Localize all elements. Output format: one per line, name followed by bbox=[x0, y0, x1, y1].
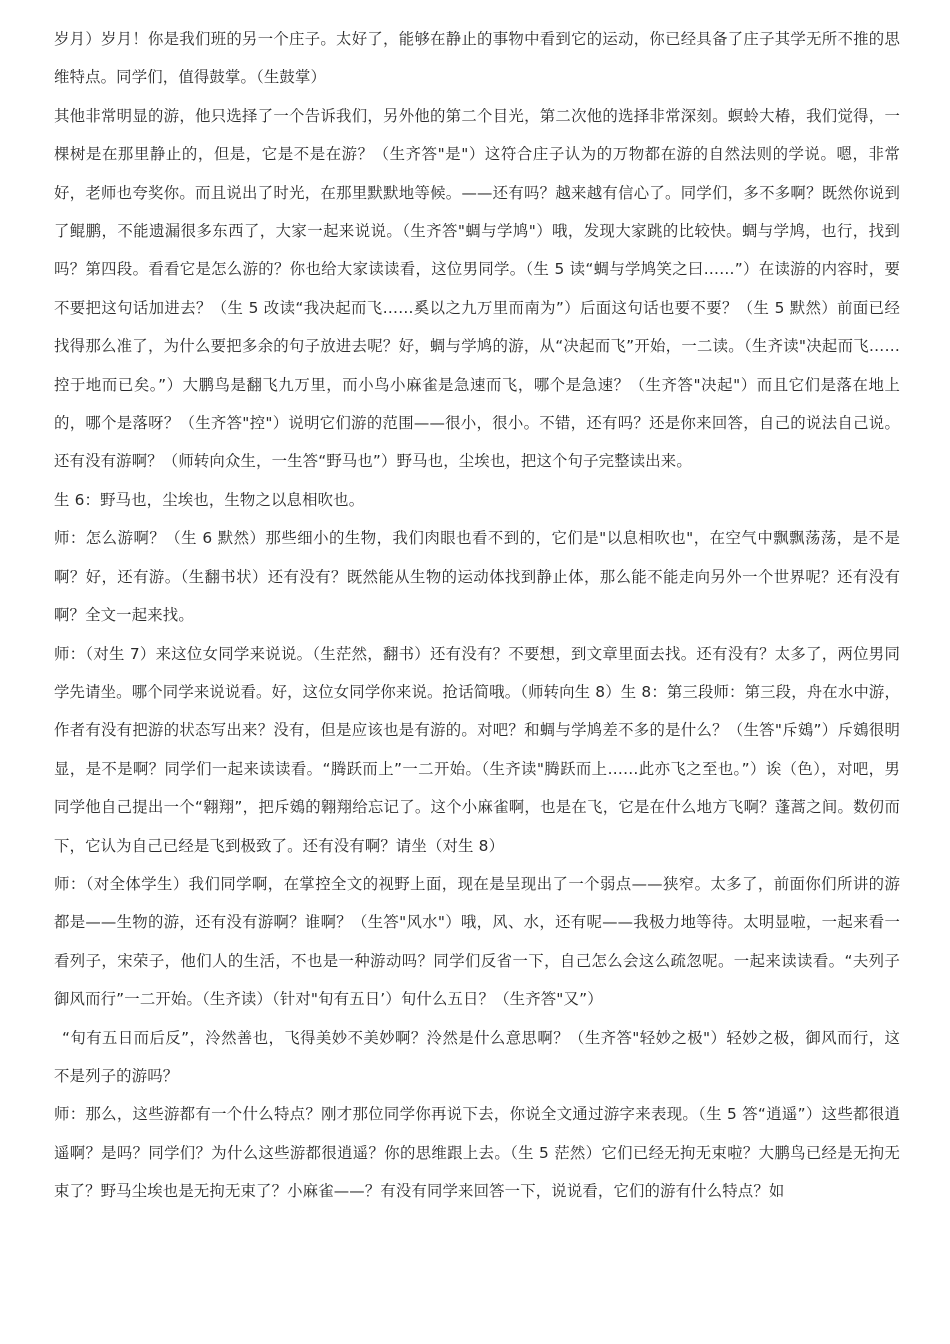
paragraph-5: 师：（对生 7）来这位女同学来说说。（生茫然，翻书）还有没有？不要想，到文章里面去找。还有没有？太多了，两位男同学先请坐。哪个同学来说说看。好，这位女同学你来说。抢话简哦。（师转向生 8）生 8：第三段师：第三段，舟在水中游，作者有没有把游的状态写出来？没有，但是应该也是有游的。对吧？和蜩与学鸠差不多的是什么？（生答"斥鴳”）斥鴳很明显，是不是啊？同学们一起来读读看。“腾跃而上”一二开始。（生齐读"腾跃而上……此亦飞之至也。”）诶（色），对吧，男同学他自己提出一个“翱翔”，把斥鴳的翱翔给忘记了。这个小麻雀啊，也是在飞，它是在什么地方飞啊？蓬蒿之间。数仞而下，它认为自己已经是飞到极致了。还有没有啊？请坐（对生 8） bbox=[54, 644, 900, 855]
paragraph-6: 师：（对全体学生）我们同学啊，在掌控全文的视野上面，现在是呈现出了一个弱点——狭窄。太多了，前面你们所讲的游都是——生物的游，还有没有游啊？谁啊？（生答"风水"）哦，风、水，还有呢——我极力地等待。太明显啦，一起来看一看列子，宋荣子，他们人的生活，不也是一种游动吗？同学们反省一下，自己怎么会这么疏忽呢。一起来读读看。“夫列子御风而行”一二开始。（生齐读）（针对"旬有五日’）旬什么五日？（生齐答"又”） bbox=[54, 874, 900, 1009]
paragraph-8: 师：那么，这些游都有一个什么特点？刚才那位同学你再说下去，你说全文通过游字来表现。（生 5 答“逍遥”）这些都很逍遥啊？是吗？同学们？为什么这些游都很逍遥？你的思维跟上去。（生 5 茫然）它们已经无拘无束啦？大鹏鸟已经是无拘无束了？野马尘埃也是无拘无束了？小麻雀——？有没有同学来回答一下，说说看，它们的游有什么特点？如 bbox=[54, 1105, 900, 1201]
paragraph-7: “旬有五日而后反”，泠然善也，飞得美妙不美妙啊？泠然是什么意思啊？（生齐答"轻妙之极"）轻妙之极，御风而行，这不是列子的游吗？ bbox=[54, 1028, 900, 1085]
paragraph-2: 其他非常明显的游，他只选择了一个告诉我们，另外他的第二个目光，第二次他的选择非常深刻。螟蛉大椿，我们觉得，一棵树是在那里静止的，但是，它是不是在游？（生齐答"是"）这符合庄子认为的万物都在游的自然法则的学说。嗯，非常好，老师也夸奖你。而且说出了时光，在那里默默地等候。——还有吗？越来越有信心了。同学们，多不多啊？既然你说到了鲲鹏，不能遗漏很多东西了，大家一起来说说。（生齐答"蜩与学鸠"）哦，发现大家跳的比较快。蜩与学鸠，也行，找到吗？第四段。看看它是怎么游的？你也给大家读读看，这位男同学。（生 5 读“蜩与学鸠笑之曰……”）在读游的内容时，要不要把这句话加进去？（生 5 改读“我决起而飞……奚以之九万里而南为”）后面这句话也要不要？（生 5 默然）前面已经找得那么准了，为什么要把多余的句子放进去呢？好，蜩与学鸠的游，从“决起而飞”开始，一二读。（生齐读"决起而飞……控于地而已矣。”）大鹏鸟是翻飞九万里，而小鸟小麻雀是急速而飞，哪个是急速？（生齐答"决起"）而且它们是落在地上的，哪个是落呀？（生齐答"控"）说明它们游的范围——很小，很小。不错，还有吗？还是你来回答，自己的说法自己说。还有没有游啊？（师转向众生，一生答“野马也”）野马也，尘埃也，把这个句子完整读出来。 bbox=[54, 106, 900, 471]
paragraph-1: 岁月）岁月！你是我们班的另一个庄子。太好了，能够在静止的事物中看到它的运动，你已经具备了庄子其学无所不推的思维特点。同学们，值得鼓掌。（生鼓掌） bbox=[54, 30, 900, 87]
paragraph-4: 师：怎么游啊？（生 6 默然）那些细小的生物，我们肉眼也看不到的，它们是"以息相吹也"，在空气中飘飘荡荡，是不是啊？好，还有游。（生翻书状）还有没有？既然能从生物的运动体找到静止体，那么能不能走向另外一个世界呢？还有没有啊？全文一起来找。 bbox=[54, 529, 900, 625]
paragraph-3: 生 6：野马也，尘埃也，生物之以息相吹也。 bbox=[54, 490, 365, 509]
